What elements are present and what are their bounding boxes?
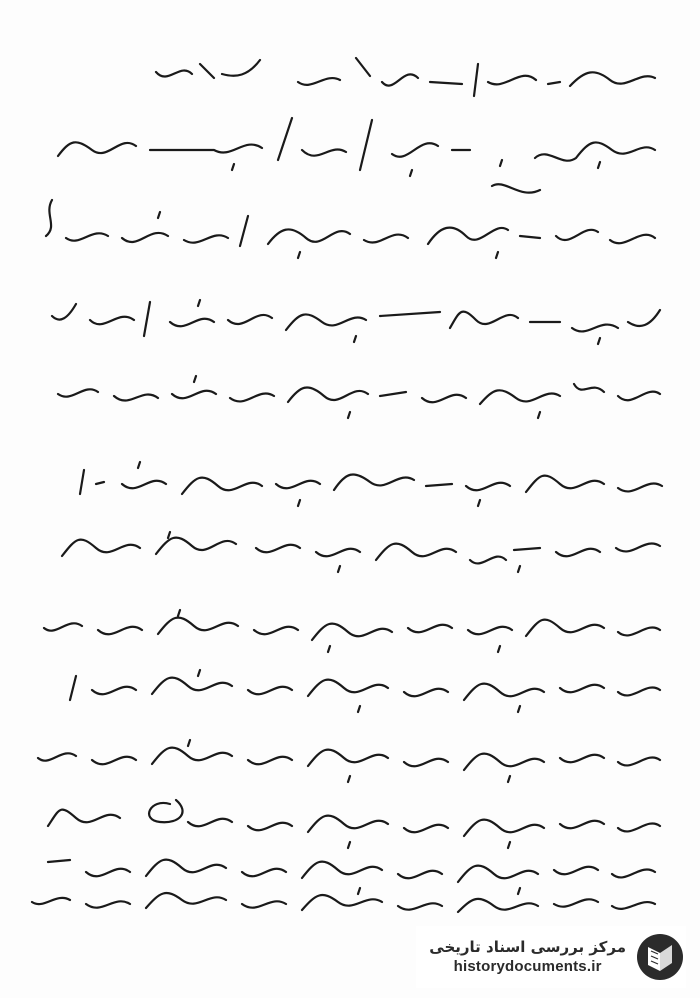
watermark-org-name: مرکز بررسی اسناد تاریخی [429,938,626,956]
handwritten-line-6 [80,462,662,506]
handwritten-line-11 [48,800,660,848]
watermark-website: historydocuments.ir [453,958,602,975]
handwritten-line-8 [44,610,660,652]
book-pages-logo-icon [634,931,686,983]
handwritten-line-10 [38,740,660,782]
handwritten-line-4 [52,300,660,344]
handwritten-line-12 [48,860,655,894]
handwritten-line-9 [70,670,660,712]
watermark-text [429,937,626,977]
handwritten-line-13 [32,893,655,912]
archive-watermark [416,926,686,988]
handwritten-line-1 [156,58,655,96]
handwritten-line-2 [58,118,655,193]
handwritten-line-5 [58,376,660,418]
handwritten-line-3 [46,200,655,258]
handwritten-line-7 [62,532,660,572]
